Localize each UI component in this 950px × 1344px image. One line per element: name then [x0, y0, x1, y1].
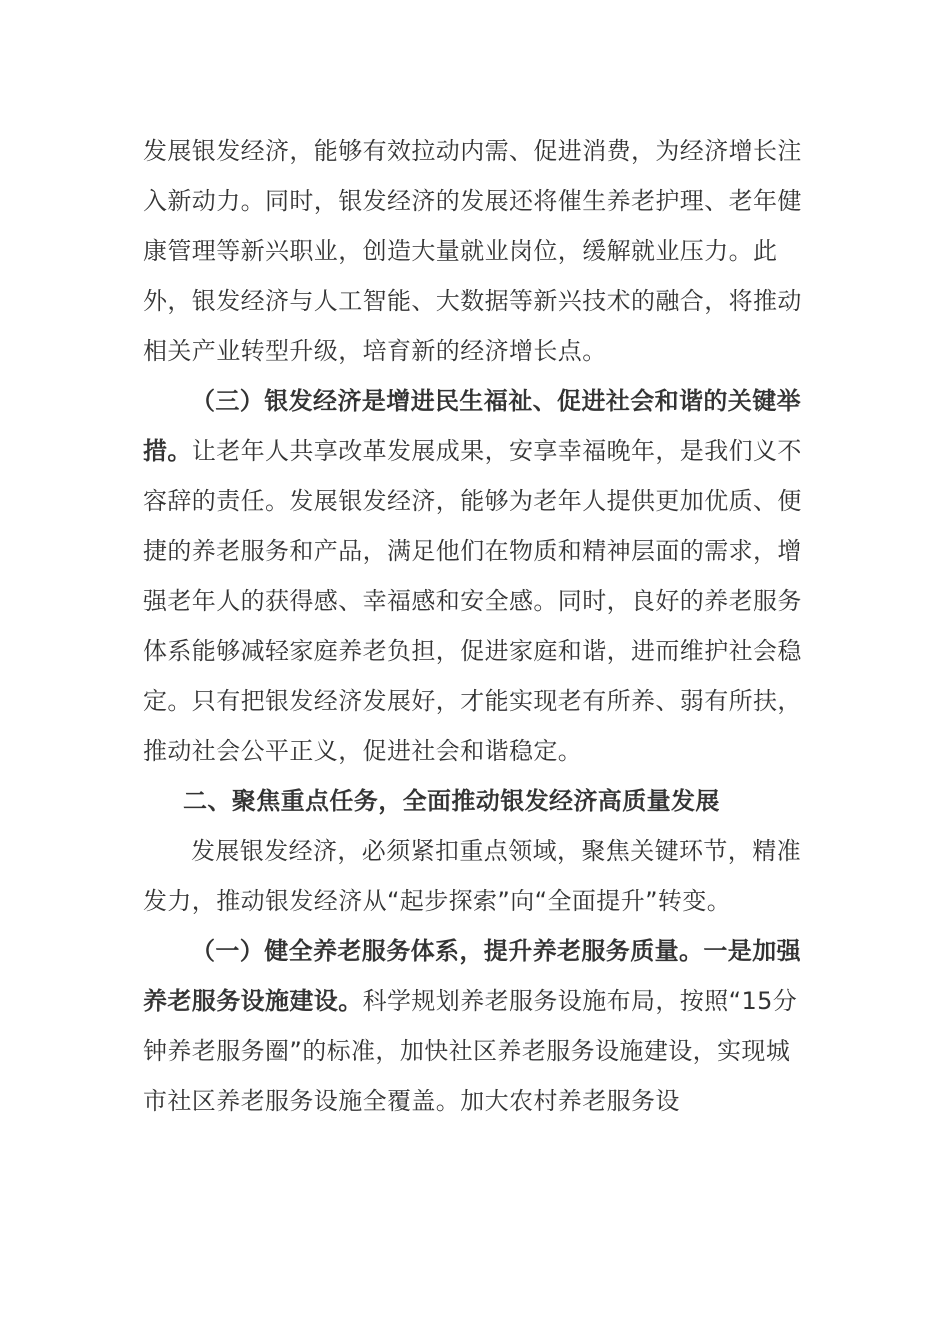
section-3-lead-heading: （三）银发经济是增进民生福祉、促进社会和谐的关键举措。 — [143, 387, 801, 465]
document-body — [143, 126, 811, 1126]
section-3-body: 让老年人共享改革发展成果，安享幸福晚年，是我们义不容辞的责任。发展银发经济，能够为老年人提供更加优质、便捷的养老服务和产品，满足他们在物质和精神层面的需求，增强老年人的获得感、幸福感和安全感。同时，良好的养老服务体系能够减轻家庭养老负担，促进家庭和谐，进而维护社会稳定。只有把银发经济发展好，才能实现老有所养、弱有所扶，推动社会公平正义，促进社会和谐稳定。 — [143, 437, 802, 765]
subsection-1-lead-heading: （一）健全养老服务体系，提升养老服务质量。一是加强养老服务设施建设。 — [143, 937, 801, 1015]
paragraph-economic-growth: 发展银发经济，能够有效拉动内需、促进消费，为经济增长注入新动力。同时，银发经济的发展还将催生养老护理、老年健康管理等新兴职业，创造大量就业岗位，缓解就业压力。此外，银发经济与人工智能、大数据等新兴技术的融合，将推动相关产业转型升级，培育新的经济增长点。 — [143, 137, 802, 365]
paragraph-key-tasks-intro: 发展银发经济，必须紧扣重点领域，聚焦关键环节，精准发力，推动银发经济从“起步探索”向“全面提升”转变。 — [143, 837, 801, 915]
section-heading-2: 二、聚焦重点任务，全面推动银发经济高质量发展 — [183, 787, 720, 815]
paragraph-elderly-care-system — [143, 926, 811, 1126]
paragraph-social-harmony — [143, 376, 811, 776]
subsection-1-body: 科学规划养老服务设施布局，按照“15分钟养老服务圈”的标准，加快社区养老服务设施建设，实现城市社区养老服务设施全覆盖。加大农村养老服务设 — [143, 987, 798, 1115]
